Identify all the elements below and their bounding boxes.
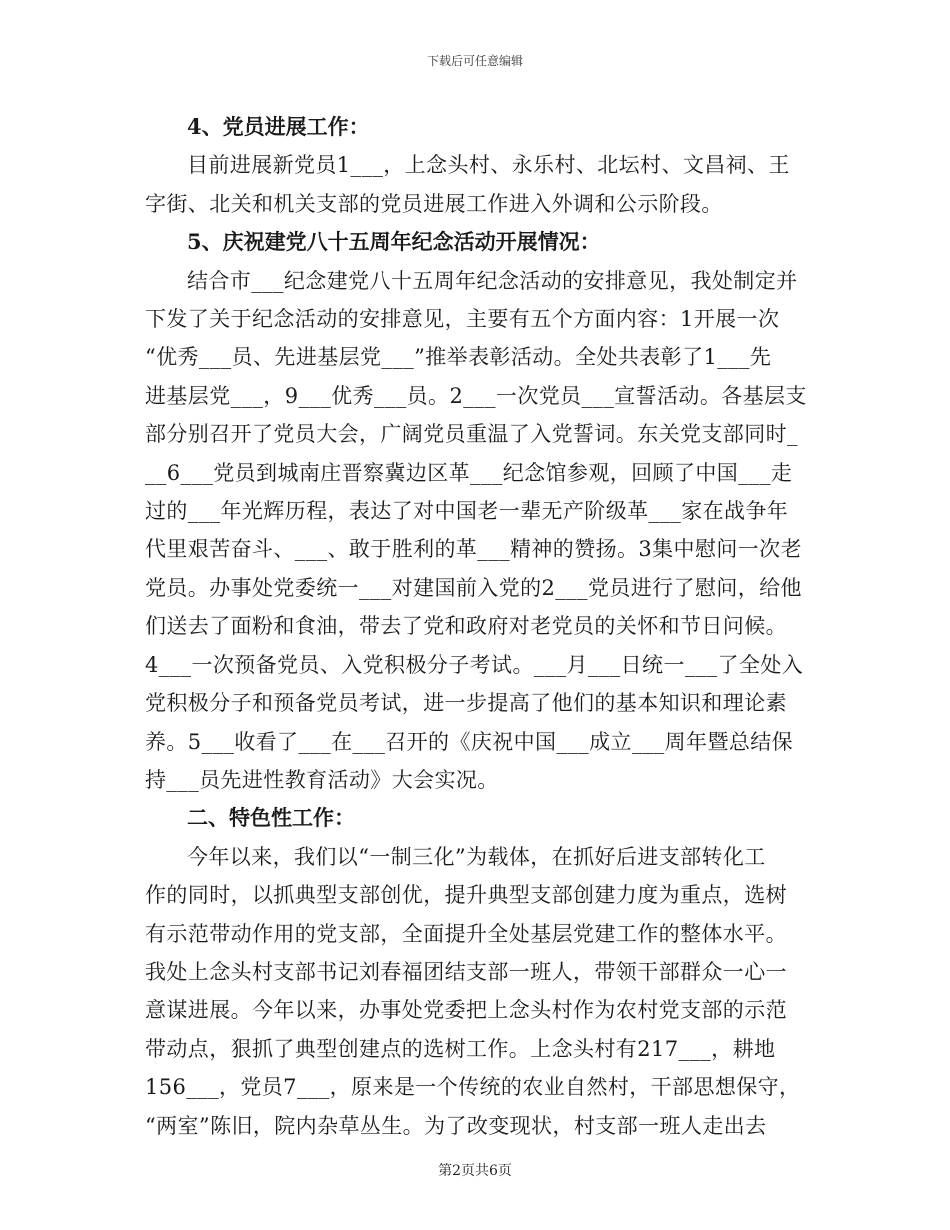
text-line: 们送去了面粉和食油，带去了党和政府对老党员的关怀和节日问候。 [145,614,787,639]
text-line: 目前进展新党员1___，上念头村、永乐村、北坛村、文昌祠、王 [187,153,790,178]
text-line: 党积极分子和预备党员考试，进一步提高了他们的基本知识和理论素 [145,691,787,716]
text-line: 下发了关于纪念活动的安排意见，主要有五个方面内容：1开展一次 [145,307,780,332]
text-line: 养。5___收看了___在___召开的《庆祝中国___成立___周年暨总结保 [145,729,794,754]
text-line: 党员。办事处党委统一___对建国前入党的2___党员进行了慰问，给他 [145,575,802,600]
text-line: 意谋进展。今年以来，办事处党委把上念头村作为农村党支部的示范 [145,998,787,1023]
page-header: 下载后可任意编辑 [426,54,523,68]
section-heading-anniversary-activities: 5、庆祝建党八十五周年纪念活动开展情况： [187,229,601,255]
paragraph-featured-work [145,838,805,1145]
paragraph-party-development [145,146,805,223]
document-body [145,108,805,1145]
text-line: 字街、北关和机关支部的党员进展工作进入外调和公示阶段。 [145,191,723,216]
text-line: 过的___年光辉历程，表达了对中国老一辈无产阶级革___家在战争年 [145,499,789,524]
text-line: “两室”陈旧，院内杂草丛生。为了改变现状，村支部一班人走出去 [145,1113,767,1138]
text-line: 进基层党___，9___优秀___员。2___一次党员___宣誓活动。各基层支 [145,383,807,408]
text-line: 有示范带动作用的党支部，全面提升全处基层党建工作的整体水平。 [145,921,787,946]
text-line: “优秀___员、先进基层党___”推举表彰活动。全处共表彰了1___先 [145,345,772,370]
section-heading-featured-work: 二、特色性工作： [187,805,355,831]
text-line: 带动点，狠抓了典型创建点的选树工作。上念头村有217___，耕地 [145,1036,776,1061]
text-line: 156___，党员7___，原来是一个传统的农业自然村，干部思想保守， [145,1075,801,1100]
text-line: 代里艰苦奋斗、___、敢于胜利的革___精神的赞扬。3集中慰问一次老 [145,537,802,562]
text-line: 4___一次预备党员、入党积极分子考试。___月___日统一___了全处入 [145,652,804,677]
section-heading-party-development: 4、党员进展工作： [187,114,370,139]
text-line: __6___党员到城南庄晋察冀边区革___纪念馆参观，回顾了中国___走 [145,460,793,485]
text-line: 结合市___纪念建党八十五周年纪念活动的安排意见，我处制定并 [187,268,798,293]
page-number-footer: 第2页共6页 [438,1163,512,1179]
text-line: 作的同时，以抓典型支部创优，提升典型支部创建力度为重点，选树 [145,883,787,908]
text-line: 持___员先进性教育活动》大会实况。 [145,767,499,792]
text-line: 我处上念头村支部书记刘春福团结支部一班人，带领干部群众一心一 [145,959,787,984]
text-line: 今年以来，我们以“一制三化”为载体，在抓好后进支部转化工 [187,844,766,869]
paragraph-anniversary-activities [145,262,805,800]
text-line: 部分别召开了党员大会，广阔党员重温了入党誓词。东关党支部同时_ [145,422,798,447]
